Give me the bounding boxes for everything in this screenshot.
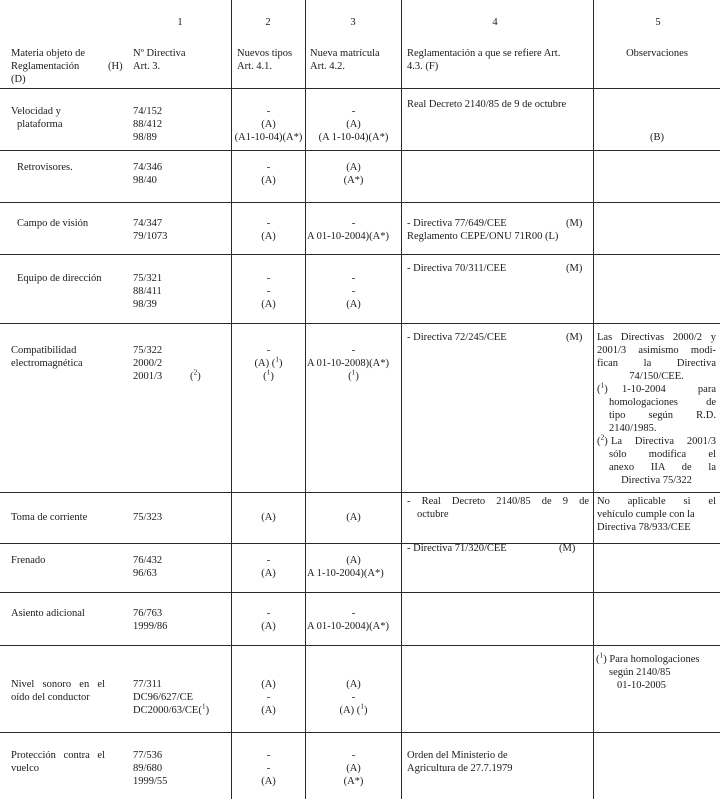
matricula-cell: - bbox=[351, 218, 356, 229]
reglamentacion-cell: Real Decreto 2140/85 de 9 de octubre bbox=[407, 99, 567, 110]
nuevos-cell: (A) ($^1$) bbox=[254, 354, 283, 369]
reglamentacion-cell: - Directiva 72/245/CEE bbox=[407, 332, 507, 343]
observaciones-cell: La Directiva 2001/3 bbox=[611, 436, 716, 447]
reglamentacion-cell: - Directiva 77/649/CEE bbox=[407, 218, 507, 229]
header-nuevos-tipos: Art. 4.1. bbox=[237, 61, 272, 72]
row-divider bbox=[0, 254, 720, 255]
reglamentacion-cell: Agricultura de 27.7.1979 bbox=[407, 763, 513, 774]
materia-cell: Nivel sonoro en el bbox=[11, 679, 105, 690]
column-number: 1 bbox=[177, 17, 183, 28]
header-materia: Materia objeto de bbox=[11, 48, 86, 59]
column-number: 4 bbox=[492, 17, 498, 28]
matricula-cell: A 01-10-2008)(A*) bbox=[307, 358, 389, 369]
observaciones-cell: anexo IIA de la bbox=[609, 462, 716, 473]
directiva-cell: 88/411 bbox=[133, 286, 162, 297]
reglamentacion-cell: - Real Decreto 2140/85 de 9 de bbox=[407, 496, 589, 507]
column-number: 5 bbox=[655, 17, 661, 28]
observaciones-cell: según 2140/85 bbox=[609, 667, 671, 678]
header-nueva-matricula: Art. 4.2. bbox=[310, 61, 345, 72]
nuevos-cell: (A) bbox=[261, 679, 276, 690]
directiva-cell: 88/412 bbox=[133, 119, 163, 130]
nuevos-cell: - bbox=[266, 555, 271, 566]
directiva-cell: 96/63 bbox=[133, 568, 157, 579]
observaciones-cell: 2001/3 asimismo modi- bbox=[597, 345, 716, 356]
matricula-cell: (A*) bbox=[343, 175, 364, 186]
nuevos-cell: (A1-10-04)(A*) bbox=[234, 132, 303, 143]
row-divider bbox=[0, 592, 720, 593]
materia-cell: Protección contra el bbox=[11, 750, 105, 761]
header-nueva-matricula: Nueva matrícula bbox=[310, 48, 380, 59]
matricula-cell: A 1-10-2004)(A*) bbox=[307, 568, 384, 579]
observaciones-cell: No aplicable si el bbox=[597, 496, 716, 507]
row-divider bbox=[0, 543, 720, 544]
header-materia: Reglamentación bbox=[11, 61, 80, 72]
materia-cell: plataforma bbox=[17, 119, 63, 130]
observaciones-cell: 2140/1985. bbox=[609, 423, 657, 434]
observaciones-cell: tipo según R.D. bbox=[609, 410, 716, 421]
nuevos-cell: (A) bbox=[261, 621, 276, 632]
materia-cell: Velocidad y bbox=[11, 106, 61, 117]
nuevos-cell: - bbox=[266, 273, 271, 284]
nuevos-cell: ($^1$) bbox=[263, 367, 274, 382]
reglamentacion-cell: (M) bbox=[566, 332, 583, 343]
directiva-cell: 75/323 bbox=[133, 512, 163, 523]
reglamentacion-cell: Reglamento CEPE/ONU 71R00 (L) bbox=[407, 231, 559, 242]
matricula-cell: - bbox=[351, 273, 356, 284]
footnote-mark: ($^1$) bbox=[597, 380, 608, 395]
row-divider bbox=[0, 323, 720, 324]
row-divider bbox=[0, 732, 720, 733]
directiva-cell: 76/432 bbox=[133, 555, 163, 566]
directiva-cell: 98/40 bbox=[133, 175, 157, 186]
column-divider bbox=[593, 0, 594, 799]
matricula-cell: ($^1$) bbox=[348, 367, 359, 382]
row-divider bbox=[0, 492, 720, 493]
matricula-cell: - bbox=[351, 750, 356, 761]
reglamentacion-cell: (M) bbox=[566, 263, 583, 274]
row-divider bbox=[0, 88, 720, 89]
matricula-cell: (A) bbox=[346, 162, 361, 173]
materia-cell: Retrovisores. bbox=[17, 162, 73, 173]
matricula-cell: - bbox=[351, 608, 356, 619]
matricula-cell: (A) bbox=[346, 512, 361, 523]
observaciones-cell: fican la Directiva bbox=[597, 358, 716, 369]
nuevos-cell: (A) bbox=[261, 175, 276, 186]
header-reglamentacion: 4.3. (F) bbox=[407, 61, 439, 72]
observaciones-cell: 01-10-2005 bbox=[617, 680, 666, 691]
header-directiva: Art. 3. bbox=[133, 61, 161, 72]
matricula-cell: (A) ($^1$) bbox=[339, 701, 368, 716]
directiva-cell: 98/39 bbox=[133, 299, 157, 310]
observaciones-cell: homologaciones de bbox=[609, 397, 716, 408]
header-materia: (D) bbox=[11, 74, 26, 85]
materia-cell: oído del conductor bbox=[11, 692, 90, 703]
materia-cell: vuelco bbox=[11, 763, 39, 774]
reglamentacion-cell: (M) bbox=[559, 543, 576, 554]
directiva-cell: 79/1073 bbox=[133, 231, 168, 242]
matricula-cell: (A) bbox=[346, 555, 361, 566]
reglamentacion-cell: - Directiva 71/320/CEE bbox=[407, 543, 507, 554]
observaciones-cell: Las Directivas 2000/2 y bbox=[597, 332, 716, 343]
observaciones-cell: ($^1$) Para homologaciones bbox=[596, 650, 700, 665]
directiva-cell: 2001/3 bbox=[133, 371, 163, 382]
matricula-cell: - bbox=[351, 106, 356, 117]
matricula-cell: - bbox=[351, 345, 356, 356]
reglamentacion-cell: - Directiva 70/311/CEE bbox=[407, 263, 507, 274]
nuevos-cell: - bbox=[266, 345, 271, 356]
nuevos-cell: (A) bbox=[261, 512, 276, 523]
matricula-cell: (A 1-10-04)(A*) bbox=[318, 132, 389, 143]
matricula-cell: (A*) bbox=[343, 776, 364, 787]
matricula-cell: (A) bbox=[346, 679, 361, 690]
observaciones-cell: 74/150/CEE. bbox=[629, 371, 684, 382]
matricula-cell: A 01-10-2004)(A*) bbox=[307, 231, 389, 242]
directiva-cell: 1999/55 bbox=[133, 776, 168, 787]
observaciones-cell: vehículo cumple con la bbox=[597, 509, 695, 520]
directiva-cell: 2000/2 bbox=[133, 358, 163, 369]
nuevos-cell: (A) bbox=[261, 776, 276, 787]
directiva-cell: 1999/86 bbox=[133, 621, 168, 632]
matricula-cell: (A) bbox=[346, 119, 361, 130]
observaciones-cell: Directiva 78/933/CEE bbox=[597, 522, 691, 533]
matricula-cell: - bbox=[351, 692, 356, 703]
nuevos-cell: - bbox=[266, 106, 271, 117]
directiva-cell: 98/89 bbox=[133, 132, 157, 143]
column-divider bbox=[401, 0, 402, 799]
nuevos-cell: (A) bbox=[261, 299, 276, 310]
directiva-cell: 74/346 bbox=[133, 162, 163, 173]
footnote-mark: ($^2$) bbox=[597, 432, 608, 447]
header-directiva: Nº Directiva bbox=[133, 48, 186, 59]
header-materia: (H) bbox=[108, 61, 123, 72]
nuevos-cell: (A) bbox=[261, 568, 276, 579]
nuevos-cell: - bbox=[266, 286, 271, 297]
header-nuevos-tipos: Nuevos tipos bbox=[237, 48, 293, 59]
nuevos-cell: (A) bbox=[261, 231, 276, 242]
directiva-cell: 75/322 bbox=[133, 345, 163, 356]
directiva-cell: DC2000/63/CE($^1$) bbox=[133, 701, 210, 716]
directiva-cell: 77/536 bbox=[133, 750, 163, 761]
column-number: 2 bbox=[265, 17, 271, 28]
directiva-cell: 75/321 bbox=[133, 273, 163, 284]
observaciones-cell: 1-10-2004 para bbox=[622, 384, 716, 395]
column-number: 3 bbox=[350, 17, 356, 28]
directiva-cell: 89/680 bbox=[133, 763, 163, 774]
observaciones-cell: Directiva 75/322 bbox=[621, 475, 692, 486]
matricula-cell: (A) bbox=[346, 299, 361, 310]
directiva-cell: 76/763 bbox=[133, 608, 163, 619]
nuevos-cell: - bbox=[266, 162, 271, 173]
nuevos-cell: (A) bbox=[261, 705, 276, 716]
nuevos-cell: - bbox=[266, 692, 271, 703]
nuevos-cell: - bbox=[266, 218, 271, 229]
observaciones-cell: sólo modifica el bbox=[609, 449, 716, 460]
materia-cell: Equipo de dirección bbox=[17, 273, 102, 284]
nuevos-cell: (A) bbox=[261, 119, 276, 130]
matricula-cell: (A) bbox=[346, 763, 361, 774]
row-divider bbox=[0, 150, 720, 151]
materia-cell: Compatibilidad bbox=[11, 345, 77, 356]
materia-cell: electromagnética bbox=[11, 358, 83, 369]
materia-cell: Frenado bbox=[11, 555, 46, 566]
nuevos-cell: - bbox=[266, 763, 271, 774]
materia-cell: Campo de visión bbox=[17, 218, 89, 229]
nuevos-cell: - bbox=[266, 608, 271, 619]
matricula-cell: - bbox=[351, 286, 356, 297]
directiva-cell: 74/347 bbox=[133, 218, 163, 229]
materia-cell: Asiento adicional bbox=[11, 608, 85, 619]
reglamentacion-cell: (M) bbox=[566, 218, 583, 229]
directiva-cell: 74/152 bbox=[133, 106, 163, 117]
observaciones-cell: (B) bbox=[650, 132, 664, 143]
matricula-cell: A 01-10-2004)(A*) bbox=[307, 621, 389, 632]
materia-cell: Toma de corriente bbox=[11, 512, 88, 523]
reglamentacion-cell: octubre bbox=[417, 509, 449, 520]
row-divider bbox=[0, 645, 720, 646]
reglamentacion-cell: Orden del Ministerio de bbox=[407, 750, 508, 761]
footnote-ref: ($^2$) bbox=[190, 367, 201, 382]
header-observaciones: Observaciones bbox=[626, 48, 688, 59]
nuevos-cell: - bbox=[266, 750, 271, 761]
directiva-cell: DC96/627/CE bbox=[133, 692, 194, 703]
header-reglamentacion: Reglamentación a que se refiere Art. bbox=[407, 48, 561, 59]
directiva-cell: 77/311 bbox=[133, 679, 162, 690]
row-divider bbox=[0, 202, 720, 203]
